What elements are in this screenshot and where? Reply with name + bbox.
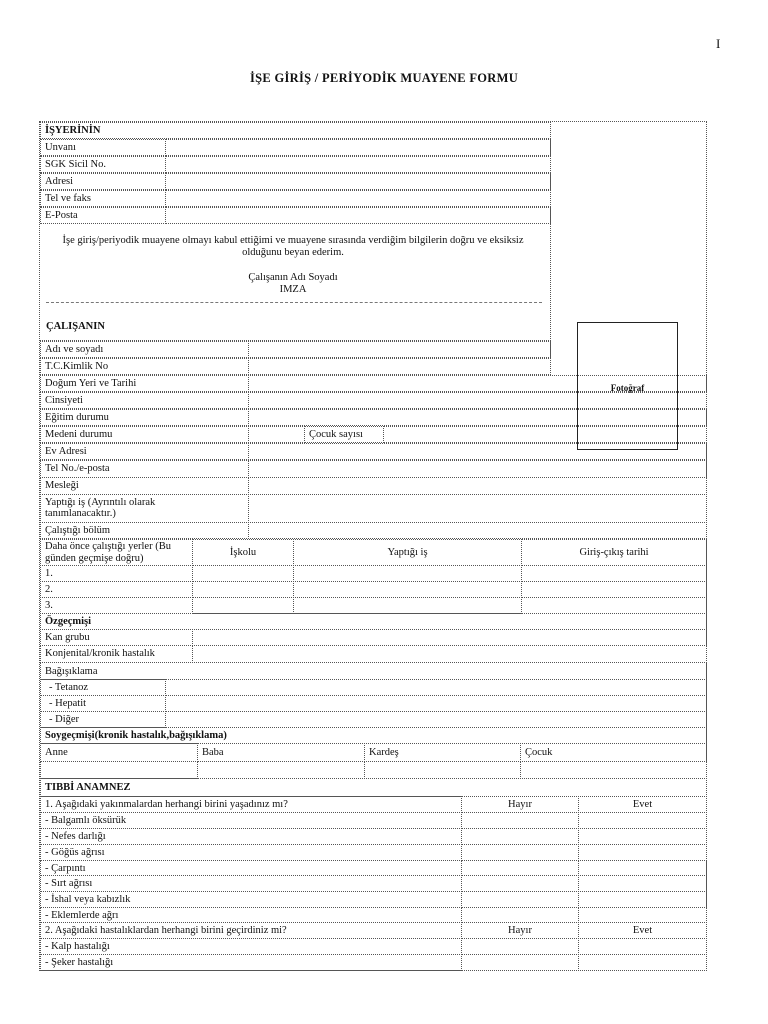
symptom-row — [40, 844, 462, 861]
symptom-row — [40, 907, 462, 923]
question-symptoms: 1. Aşağıdaki yakınmalardan herhangi birini yaşadınız mı? — [45, 799, 288, 810]
employer-address-input[interactable] — [165, 173, 551, 190]
personal-history-heading-cell — [40, 613, 707, 630]
employer-label-title: Unvanı — [45, 142, 76, 153]
employee-label-cell — [40, 522, 249, 539]
anamnesis-heading: TIBBİ ANAMNEZ — [45, 782, 131, 793]
family-column-cell — [40, 743, 198, 762]
other-immunization-label: - Diğer — [49, 714, 80, 725]
dates-input[interactable] — [521, 565, 707, 582]
question-diseases: 2. Aşağıdaki hastalıklardan herhangi birini geçirdiniz mi? — [45, 925, 287, 936]
employee-id-input[interactable] — [248, 358, 551, 375]
employee-job-description-input[interactable] — [248, 494, 707, 523]
employer-email-input[interactable] — [165, 207, 551, 224]
employer-label-cell — [40, 207, 166, 224]
column-header-dates: Giriş-çıkış tarihi — [579, 547, 649, 558]
no-checkbox[interactable] — [461, 875, 579, 892]
symptom-label: - Göğüs ağrısı — [45, 847, 105, 858]
immunization-label-cell — [40, 695, 166, 712]
history-label-cell — [40, 629, 193, 646]
employee-label-cell — [40, 443, 249, 460]
page-number: I — [716, 36, 721, 51]
employee-home-address-input[interactable] — [248, 443, 707, 460]
employee-label-cell — [40, 409, 249, 426]
no-header: Hayır — [508, 799, 532, 810]
sibling-history-input[interactable] — [364, 761, 521, 779]
consent-text: İşe giriş/periyodik muayene olmayı kabul ettiğimi ve muayene sırasında verdiğim bilgilerin doğru ve eksiksiz olduğunu beyan ederim. — [62, 235, 524, 258]
personal-history-heading: Özgeçmişi — [45, 616, 92, 627]
symptom-label: - Çarpıntı — [45, 863, 86, 874]
symptom-row — [40, 828, 462, 845]
row-number: 1. — [45, 568, 53, 579]
employee-label-birth: Doğum Yeri ve Tarihi — [45, 378, 137, 389]
mother-label: Anne — [45, 747, 68, 758]
no-checkbox[interactable] — [461, 938, 579, 955]
employee-name-input[interactable] — [248, 341, 551, 358]
previous-jobs-label: Daha önce çalıştığı yerler (Bu günden geçmişe doğru) — [45, 541, 171, 564]
symptom-label: - Balgamlı öksürük — [45, 815, 127, 826]
previous-jobs-label-cell — [40, 539, 193, 566]
yes-checkbox[interactable] — [578, 828, 707, 845]
consent-name-label: Çalışanın Adı Soyadı — [248, 272, 338, 283]
employee-department-input[interactable] — [248, 522, 707, 539]
signature-divider — [46, 302, 542, 303]
employee-label-department: Çalıştığı bölüm — [45, 525, 111, 536]
employee-marital-input[interactable] — [248, 426, 305, 443]
employer-phone-input[interactable] — [165, 190, 551, 207]
column-header-job: Yaptığı iş — [387, 547, 428, 558]
mother-history-input[interactable] — [40, 761, 198, 779]
employee-label-gender: Cinsiyeti — [45, 395, 83, 406]
family-history-heading-cell — [40, 727, 707, 744]
employee-label-cell — [40, 341, 249, 358]
column-header-cell — [293, 539, 522, 566]
column-header-cell — [192, 539, 294, 566]
photo-label: Fotoğraf — [610, 383, 645, 393]
other-immunization-input[interactable] — [165, 711, 707, 728]
employer-label-phone: Tel ve faks — [45, 193, 91, 204]
no-checkbox[interactable] — [461, 954, 579, 971]
employee-label-education: Eğitim durumu — [45, 412, 109, 423]
chronic-disease-input[interactable] — [192, 645, 707, 663]
answer-header-cell — [578, 796, 707, 813]
no-checkbox[interactable] — [461, 844, 579, 861]
immunization-label-cell — [40, 679, 166, 696]
employer-label-cell — [40, 156, 166, 173]
employer-label-email: E-Posta — [45, 210, 78, 221]
child-label: Çocuk — [525, 747, 553, 758]
employer-label-address: Adresi — [45, 176, 73, 187]
employee-label-cell — [40, 494, 249, 523]
employee-label-occupation: Mesleği — [45, 480, 79, 491]
symptom-row — [40, 812, 462, 829]
no-checkbox[interactable] — [461, 860, 579, 876]
question-cell — [40, 922, 462, 939]
employer-label-cell — [40, 139, 166, 156]
answer-header-cell — [461, 796, 579, 813]
symptom-label: - Sırt ağrısı — [45, 878, 93, 889]
symptom-row — [40, 875, 462, 892]
row-number: 3. — [45, 600, 53, 611]
employee-contact-input[interactable] — [248, 460, 707, 478]
job-input[interactable] — [293, 597, 522, 614]
employee-heading: ÇALIŞANIN — [46, 321, 105, 332]
anamnesis-heading-cell — [40, 778, 707, 797]
employee-label-home-address: Ev Adresi — [45, 446, 87, 457]
yes-checkbox[interactable] — [578, 875, 707, 892]
answer-header-cell — [461, 922, 579, 939]
employer-title-input[interactable] — [165, 139, 551, 156]
yes-checkbox[interactable] — [578, 844, 707, 861]
employer-heading-cell — [40, 122, 551, 139]
question-cell — [40, 796, 462, 813]
yes-checkbox[interactable] — [578, 891, 707, 908]
answer-header-cell — [578, 922, 707, 939]
blood-type-input[interactable] — [192, 629, 707, 646]
employee-label-cell — [40, 375, 249, 392]
employee-label-cell — [40, 426, 249, 443]
sector-input[interactable] — [192, 565, 294, 582]
employee-label-cell — [40, 460, 249, 478]
yes-checkbox[interactable] — [578, 860, 707, 876]
no-checkbox[interactable] — [461, 907, 579, 923]
employee-label-job-description: Yaptığı iş (Ayrıntılı olarak tanımlanacaktır.) — [45, 497, 156, 519]
hepatitis-input[interactable] — [165, 695, 707, 712]
symptom-label: - Nefes darlığı — [45, 831, 106, 842]
symptom-label: - Eklemlerde ağrı — [45, 910, 119, 921]
history-label-cell — [40, 645, 193, 663]
row-number: 2. — [45, 584, 53, 595]
chronic-disease-label: Konjenital/kronik hastalık — [45, 648, 155, 659]
symptom-label: - İshal veya kabızlık — [45, 894, 131, 905]
sector-input[interactable] — [192, 597, 294, 614]
no-checkbox[interactable] — [461, 812, 579, 829]
yes-checkbox[interactable] — [578, 907, 707, 923]
no-checkbox[interactable] — [461, 828, 579, 845]
employee-label-cell — [40, 392, 249, 409]
column-header-sector: İşkolu — [229, 547, 257, 558]
table-row — [40, 581, 193, 598]
employee-label-marital: Medeni durumu — [45, 429, 113, 440]
consent-signature-label: IMZA — [279, 284, 307, 295]
employer-label-cell — [40, 190, 166, 207]
children-count-label: Çocuk sayısı — [309, 429, 363, 440]
employer-label-cell — [40, 173, 166, 190]
disease-row — [40, 938, 462, 955]
yes-header: Evet — [632, 925, 653, 936]
employer-label-sgk: SGK Sicil No. — [45, 159, 106, 170]
employee-education-input[interactable] — [248, 409, 707, 426]
blood-type-label: Kan grubu — [45, 632, 90, 643]
sibling-label: Kardeş — [369, 747, 399, 758]
dates-input[interactable] — [521, 581, 707, 598]
immunization-label-cell — [40, 711, 166, 728]
family-column-cell — [520, 743, 707, 762]
child-history-input[interactable] — [520, 761, 707, 779]
employee-label-name: Adı ve soyadı — [45, 344, 104, 355]
employee-label-contact: Tel No./e-posta — [45, 463, 110, 474]
disease-label: - Kalp hastalığı — [45, 941, 110, 952]
table-row — [40, 565, 193, 582]
employee-label-cell — [40, 358, 249, 375]
yes-checkbox[interactable] — [578, 938, 707, 955]
family-history-heading: Soygeçmişi(kronik hastalık,bağışıklama) — [45, 730, 227, 741]
employee-occupation-input[interactable] — [248, 477, 707, 495]
employee-label-id: T.C.Kimlik No — [45, 361, 109, 372]
photo-column-divider — [550, 122, 551, 375]
column-header-cell — [521, 539, 707, 566]
employee-label-cell — [40, 477, 249, 495]
tetanus-label: - Tetanoz — [49, 682, 89, 693]
sector-input[interactable] — [192, 581, 294, 598]
symptom-row — [40, 891, 462, 908]
immunization-label: Bağışıklama — [45, 666, 98, 677]
disease-row — [40, 954, 462, 971]
no-checkbox[interactable] — [461, 891, 579, 908]
symptom-row — [40, 860, 462, 876]
yes-checkbox[interactable] — [578, 812, 707, 829]
immunization-heading-cell — [40, 662, 707, 680]
employer-sgk-input[interactable] — [165, 156, 551, 173]
hepatitis-label: - Hepatit — [49, 698, 87, 709]
employee-birth-input[interactable] — [248, 375, 707, 392]
yes-checkbox[interactable] — [578, 954, 707, 971]
father-label: Baba — [202, 747, 224, 758]
form-title: İŞE GİRİŞ / PERİYODİK MUAYENE FORMU — [249, 71, 519, 85]
employee-gender-input[interactable] — [248, 392, 707, 409]
employer-heading: İŞYERİNİN — [45, 125, 101, 136]
disease-label: - Şeker hastalığı — [45, 957, 114, 968]
family-column-cell — [197, 743, 365, 762]
family-column-cell — [364, 743, 521, 762]
yes-header: Evet — [632, 799, 653, 810]
job-input[interactable] — [293, 565, 522, 582]
father-history-input[interactable] — [197, 761, 365, 779]
job-input[interactable] — [293, 581, 522, 598]
dates-input[interactable] — [521, 597, 707, 614]
children-label-cell — [304, 426, 384, 443]
tetanus-input[interactable] — [165, 679, 707, 696]
children-count-input[interactable] — [383, 426, 707, 443]
no-header: Hayır — [508, 925, 532, 936]
table-row — [40, 597, 193, 614]
